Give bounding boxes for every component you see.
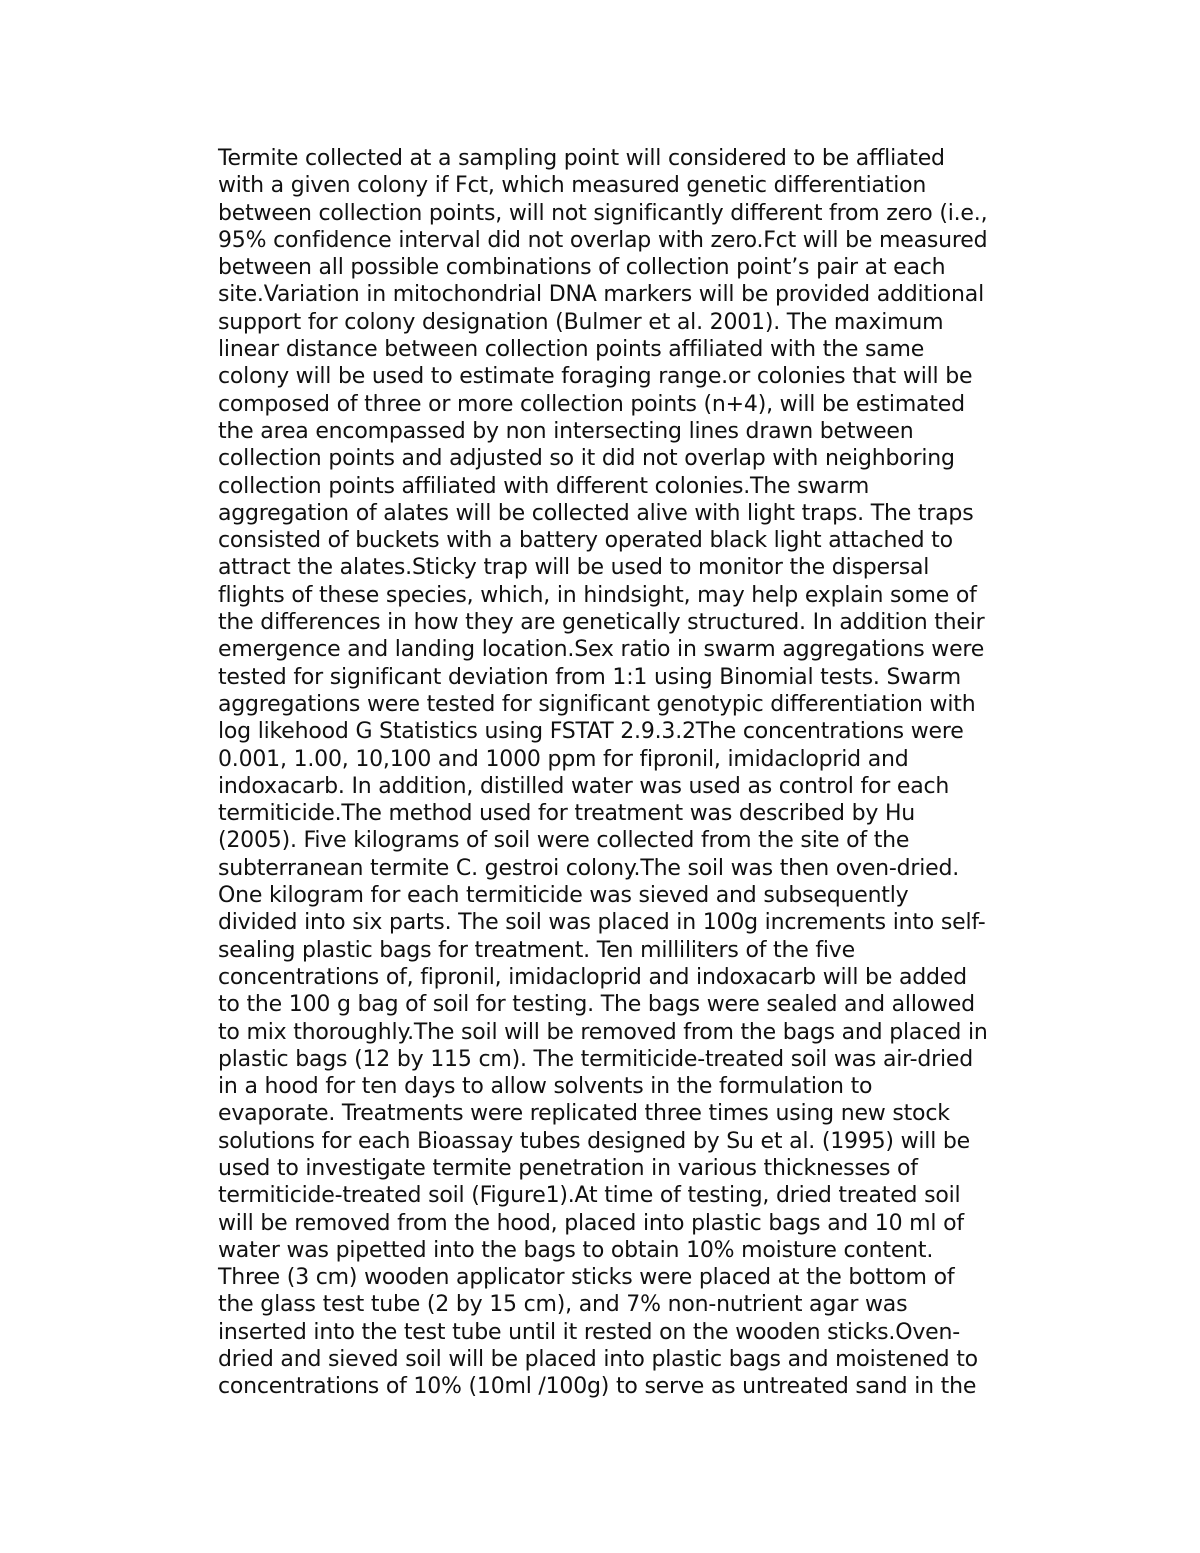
- text-line: evaporate. Treatments were replicated three times using new stock: [218, 1101, 950, 1127]
- text-line: concentrations of 10% (10ml /100g) to serve as untreated sand in the: [218, 1374, 977, 1400]
- text-line: dried and sieved soil will be placed into plastic bags and moistened to: [218, 1347, 978, 1373]
- text-line: indoxacarb. In addition, distilled water was used as control for each: [218, 773, 950, 799]
- text-line: the glass test tube (2 by 15 cm), and 7% non-nutrient agar was: [218, 1292, 908, 1318]
- text-line: water was pipetted into the bags to obtain 10% moisture content.: [218, 1237, 934, 1263]
- text-line: with a given colony if Fct, which measured genetic differentiation: [218, 173, 927, 199]
- text-line: log likehood G Statistics using FSTAT 2.9.3.2The concentrations were: [218, 719, 964, 745]
- text-line: sealing plastic bags for treatment. Ten milliliters of the five: [218, 937, 855, 963]
- text-line: between all possible combinations of collection point’s pair at each: [218, 255, 946, 281]
- text-line: linear distance between collection points affiliated with the same: [218, 337, 925, 363]
- text-line: inserted into the test tube until it rested on the wooden sticks.Oven-: [218, 1319, 960, 1345]
- text-line: (2005). Five kilograms of soil were collected from the site of the: [218, 828, 910, 854]
- text-line: 0.001, 1.00, 10,100 and 1000 ppm for fipronil, imidacloprid and: [218, 746, 909, 772]
- text-line: to mix thoroughly.The soil will be removed from the bags and placed in: [218, 1019, 988, 1045]
- text-line: emergence and landing location.Sex ratio in swarm aggregations were: [218, 637, 985, 663]
- text-line: site.Variation in mitochondrial DNA markers will be provided additional: [218, 282, 984, 308]
- text-line: plastic bags (12 by 115 cm). The termiticide-treated soil was air-dried: [218, 1046, 973, 1072]
- text-line: termiticide-treated soil (Figure1).At time of testing, dried treated soil: [218, 1183, 961, 1209]
- text-line: divided into six parts. The soil was placed in 100g increments into self-: [218, 910, 986, 936]
- text-line: in a hood for ten days to allow solvents in the formulation to: [218, 1074, 873, 1100]
- text-line: support for colony designation (Bulmer et al. 2001). The maximum: [218, 309, 944, 335]
- text-line: to the 100 g bag of soil for testing. The bags were sealed and allowed: [218, 992, 975, 1018]
- text-line: Termite collected at a sampling point will considered to be affliated: [218, 146, 945, 171]
- text-line: composed of three or more collection points (n+4), will be estimated: [218, 391, 965, 417]
- text-line: the area encompassed by non intersecting lines drawn between: [218, 418, 914, 444]
- text-line: One kilogram for each termiticide was sieved and subsequently: [218, 883, 909, 909]
- text-line: colony will be used to estimate foraging range.or colonies that will be: [218, 364, 973, 390]
- text-line: termiticide.The method used for treatment was described by Hu: [218, 801, 916, 827]
- text-line: attract the alates.Sticky trap will be used to monitor the dispersal: [218, 555, 930, 581]
- text-line: aggregations were tested for significant genotypic differentiation with: [218, 691, 976, 717]
- text-line: subterranean termite C. gestroi colony.The soil was then oven-dried.: [218, 855, 960, 881]
- text-line: collection points affiliated with different colonies.The swarm: [218, 473, 870, 499]
- text-line: will be removed from the hood, placed into plastic bags and 10 ml of: [218, 1210, 964, 1236]
- text-line: Three (3 cm) wooden applicator sticks were placed at the bottom of: [218, 1265, 955, 1291]
- text-line: consisted of buckets with a battery operated black light attached to: [218, 528, 953, 554]
- text-line: tested for significant deviation from 1:1 using Binomial tests. Swarm: [218, 664, 961, 690]
- text-line: 95% confidence interval did not overlap with zero.Fct will be measured: [218, 227, 988, 253]
- text-line: flights of these species, which, in hindsight, may help explain some of: [218, 582, 977, 608]
- text-line: aggregation of alates will be collected alive with light traps. The traps: [218, 500, 974, 526]
- document-body: [218, 145, 988, 1401]
- text-line: collection points and adjusted so it did not overlap with neighboring: [218, 446, 955, 472]
- text-line: between collection points, will not significantly different from zero (i.e.,: [218, 200, 988, 226]
- text-line: the differences in how they are genetically structured. In addition their: [218, 610, 985, 636]
- text-line: solutions for each Bioassay tubes designed by Su et al. (1995) will be: [218, 1128, 971, 1154]
- text-line: used to investigate termite penetration in various thicknesses of: [218, 1155, 918, 1181]
- text-line: concentrations of, fipronil, imidacloprid and indoxacarb will be added: [218, 964, 967, 990]
